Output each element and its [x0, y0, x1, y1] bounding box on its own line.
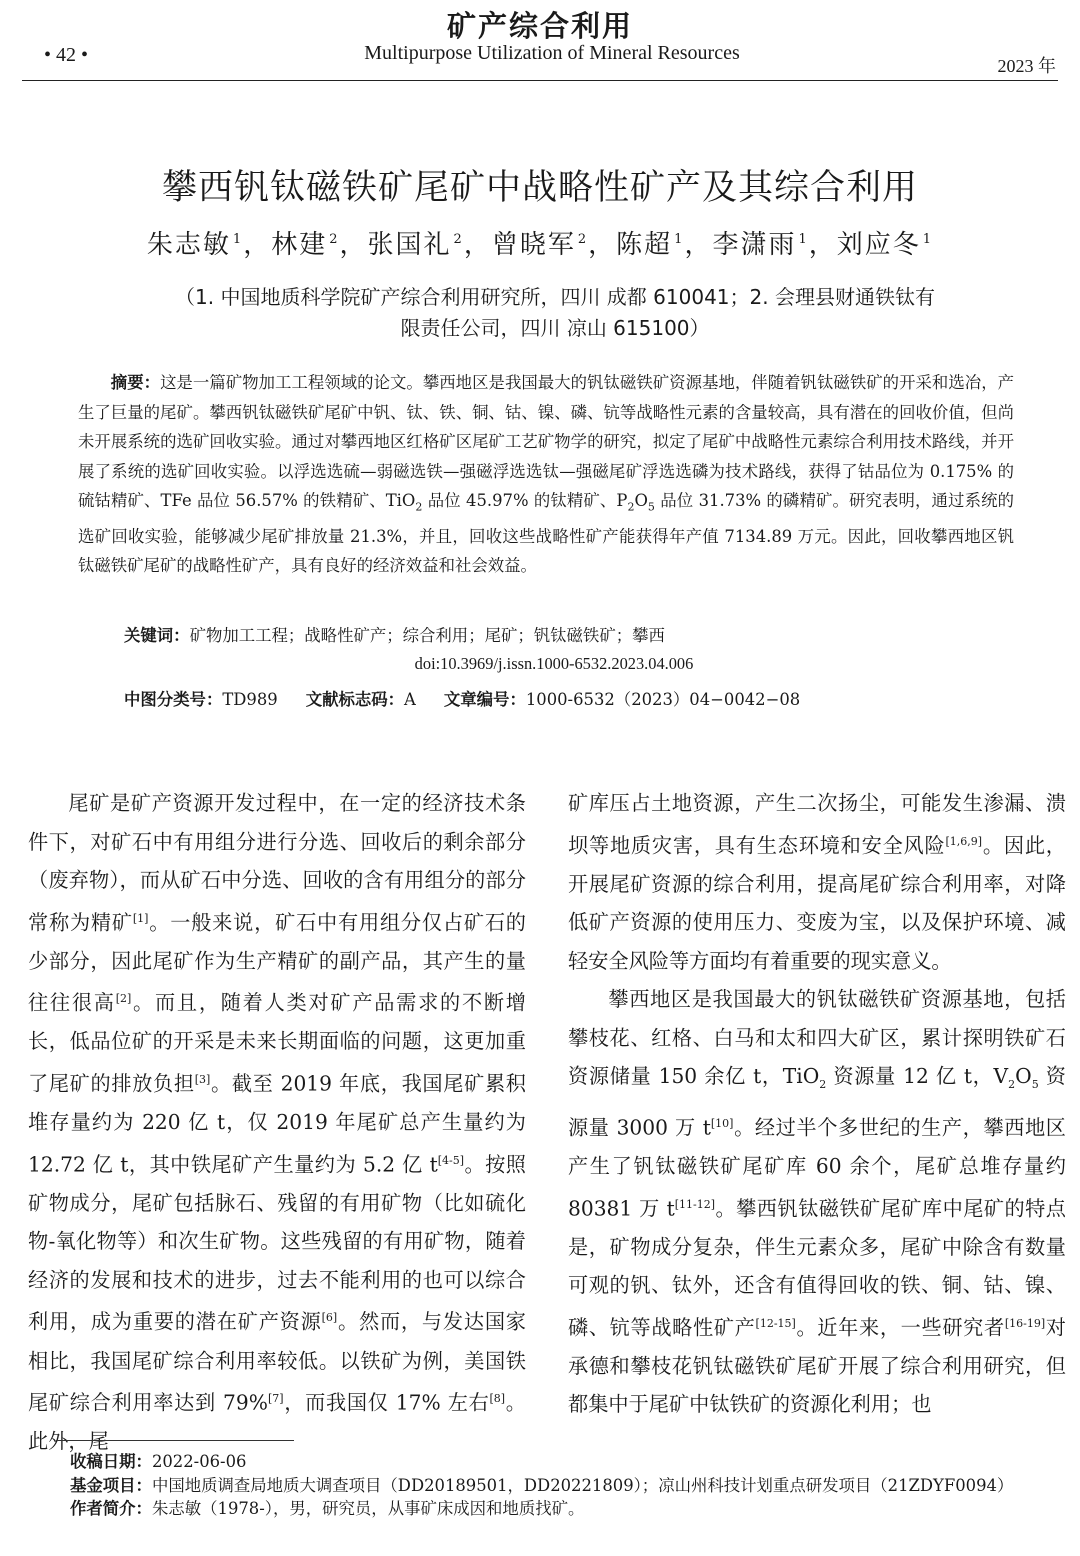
citation[interactable]: [6] — [321, 1311, 338, 1325]
footnotes — [70, 1450, 1070, 1521]
citation[interactable]: [1] — [132, 911, 149, 925]
citation[interactable]: [12-15] — [755, 1316, 796, 1330]
footnote-divider — [56, 1440, 294, 1441]
citation[interactable]: [4-5] — [437, 1153, 464, 1167]
author-list — [0, 224, 1080, 261]
author: 朱志敏 $^1$， — [146, 230, 272, 260]
keywords — [124, 622, 665, 646]
citation[interactable]: [11-12] — [674, 1197, 716, 1211]
footnote-received: 收稿日期：2022-06-06 — [70, 1452, 247, 1471]
author: 刘应冬 $^1$ — [836, 230, 932, 260]
paragraph: 矿库压占土地资源，产生二次扬尘，可能发生渗漏、溃坝等地质灾害，具有生态环境和安全风险[1,6,9]。因此，开展尾矿资源的综合利用，提高尾矿综合利用率，对降低矿产资源的使用压力、变废为宝，以及保护环境、减轻安全风险等方面均有着重要的现实意义。 — [568, 791, 1066, 973]
author: 陈超 $^1$， — [616, 230, 713, 260]
author: 曾晓军 $^2$， — [491, 230, 617, 260]
header-divider — [22, 80, 1058, 81]
author: 李潇雨 $^1$， — [712, 230, 837, 260]
page-number: • 42 • — [44, 44, 89, 66]
paragraph: 尾矿是矿产资源开发过程中，在一定的经济技术条件下，对矿石中有用组分进行分选、回收后的剩余部分（废弃物），而从矿石中分选、回收的含有用组分的部分常称为精矿[1]。一般来说，矿石中有用组分仅占矿石的少部分，因此尾矿作为生产精矿的副产品，其产生的量往往很高[2]。而且，随着人类对矿产品需求的不断增长，低品位矿的开采是未来长期面临的问题，这更加重了尾矿的排放负担[3]。截至 2019 年底，我国尾矿累积堆存量约为 220 亿 t，仅 2019 年尾矿总产生量约为 12.72 亿 t，其中铁尾矿产生量约为 5.2 亿 t[4-5]。按照矿物成分，尾矿包括脉石、残留的有用矿物（比如硫化物-氧化物等）和次生矿物。这些残留的有用矿物，随着经济的发展和技术的进步，过去不能利用的也可以综合利用，成为重要的潜在矿产资源[6]。然而，与发达国家相比，我国尾矿综合利用率较低。以铁矿为例，美国铁尾矿综合利用率达到 79%[7]，而我国仅 17% 左右[8]。此外，尾 — [28, 791, 526, 1454]
affiliation-line: 限责任公司，四川 凉山 615100） — [400, 316, 710, 340]
citation[interactable]: [10] — [710, 1116, 734, 1130]
paragraph: 攀西地区是我国最大的钒钛磁铁矿资源基地，包括攀枝花、红格、白马和太和四大矿区，累计探明铁矿石资源储量 150 余亿 t，TiO$_2$ 资源量 12 亿 t，$V_2O_5$ 资源量 3000 万 t[10]。经过半个多世纪的生产，攀西地区产生了钒钛磁铁矿尾矿库 60 余个，尾矿总堆存量约 80381 万 t[11-12]。攀西钒钛磁铁矿尾矿库中尾矿的特点是，矿物成分复杂，伴生元素众多，尾矿中除含有数量可观的钒、钛外，还含有值得回收的铁、铜、钴、镍、磷、钪等战略性矿产[12-15]。近年来，一些研究者[16-19]对承德和攀枝花钒钛磁铁矿尾矿开展了综合利用研究，但都集中于尾矿中钛铁矿的资源化利用；也 — [568, 987, 1066, 1417]
affiliation-line: （1. 中国地质科学院矿产综合利用研究所，四川 成都 610041；2. 会理县财通铁钛有 — [175, 285, 935, 309]
keywords-text: 矿物加工工程；战略性矿产；综合利用；尾矿；钒钛磁铁矿；攀西 — [189, 626, 665, 645]
affiliations — [90, 282, 1020, 344]
author: 张国礼 $^2$， — [367, 230, 492, 260]
citation[interactable]: [7] — [267, 1392, 284, 1406]
footnote-author: 作者简介：朱志敏（1978-），男，研究员，从事矿床成因和地质找矿。 — [70, 1499, 585, 1518]
journal-year: 2023 年 — [997, 56, 1056, 76]
citation[interactable]: [1,6,9] — [945, 834, 983, 848]
keywords-label: 关键词： — [124, 626, 190, 645]
footnote-fund: 基金项目：中国地质调查局地质大调查项目（DD20189501，DD20221809）；凉山州科技计划重点研发项目（21ZDYF0094） — [70, 1475, 1014, 1495]
citation[interactable]: [3] — [194, 1072, 211, 1086]
journal-title-cn: 矿产综合利用 — [446, 9, 633, 43]
abstract: 摘要：这是一篇矿物加工工程领域的论文。攀西地区是我国最大的钒钛磁铁矿资源基地，伴随着钒钛磁铁矿的开采和选冶，产生了巨量的尾矿。攀西钒钛磁铁矿尾矿中钒、钛、铁、铜、钴、镍、磷、钪等战略性元素的含量较高，具有潜在的回收价值，但尚未开展系统的选矿回收实验。通过对攀西地区红格矿区尾矿工艺矿物学的研究，拟定了尾矿中战略性元素综合利用技术路线，并开展了系统的选矿回收实验。以浮选选硫—弱磁选铁—强磁浮选选钛—强磁尾矿浮选选磷为技术路线，获得了钴品位为 0.175% 的硫钴精矿、TFe 品位 56.57% 的铁精矿、TiO$_2$ 品位 45.97% 的钛精矿、$P_2O_5$ 品位 31.73% 的磷精矿。研究表明，通过系统的选矿回收实验，能够减少尾矿排放量 21.3%，并且，回收这些战略性矿产能获得年产值 7134.89 万元。因此，回收攀西地区钒钛磁铁矿尾矿的战略性矿产，具有良好的经济效益和社会效益。 — [78, 373, 1015, 576]
abstract-label: 摘要： — [110, 373, 161, 392]
article-title: 攀西钒钛磁铁矿尾矿中战略性矿产及其综合利用 — [161, 168, 918, 208]
doi[interactable]: doi:10.3969/j.issn.1000-6532.2023.04.006 — [414, 654, 694, 673]
citation[interactable]: [8] — [489, 1392, 506, 1406]
body-column-right — [568, 784, 1066, 1424]
body-column-left — [28, 784, 526, 1461]
citation[interactable]: [16-19] — [1004, 1316, 1046, 1330]
citation[interactable]: [2] — [115, 992, 132, 1006]
classification-row: 中图分类号：TD989 文献标志码：A 文章编号：1000-6532（2023）04−0042−08 — [124, 690, 801, 709]
journal-title-en: Multipurpose Utilization of Mineral Resources — [364, 42, 740, 64]
author: 林建 $^2$， — [271, 230, 368, 260]
